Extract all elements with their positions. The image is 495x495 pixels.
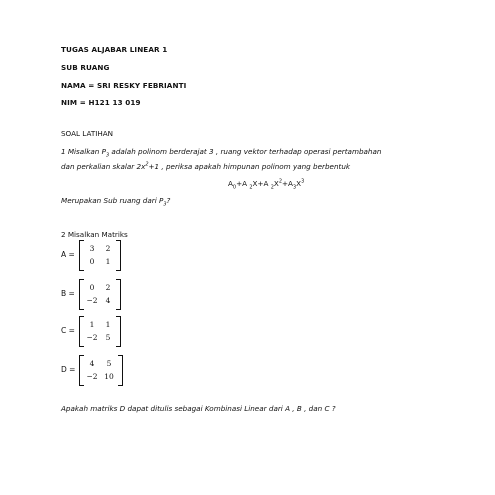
q1-line-2-b: +1 , periksa apakah himpunan polinom yang berbentuk (148, 162, 351, 171)
formula-sub: 2 (270, 184, 274, 191)
q2-intro: 2 Misalkan Matriks (61, 230, 128, 239)
matrix-cell: 1 (105, 320, 111, 329)
matrix-cell: 4 (105, 296, 111, 305)
header-subtitle: SUB RUANG (61, 63, 110, 72)
formula-sup: 3 (301, 178, 305, 185)
q1-line-1-a: 1 Misalkan P (61, 147, 106, 156)
matrix-cell: 0 (89, 257, 95, 266)
formula-part: A (228, 179, 233, 188)
matrix-cell: 4 (89, 359, 95, 368)
matrix-cell: 5 (106, 359, 112, 368)
q1-line-2 (61, 163, 350, 170)
q1-line-3-b: ? (166, 196, 171, 205)
q1-line-2-a: dan perkalian skalar 2x (61, 162, 146, 171)
matrix-cell: 10 (104, 372, 114, 381)
q1-line-1-b: adalah polinom berderajat 3 , ruang vektor terhadap operasi pertambahan (109, 147, 382, 156)
matrix-b-label: B = (61, 289, 75, 298)
header-title: TUGAS ALJABAR LINEAR 1 (61, 45, 168, 54)
matrix-b (79, 279, 121, 310)
matrix-d (79, 355, 123, 386)
q2-question: Apakah matriks D dapat ditulis sebagai Kombinasi Linear dari A , B , dan C ? (61, 404, 336, 413)
matrix-cell: −2 (86, 333, 98, 342)
formula-part: X (273, 179, 279, 188)
matrix-cell: 5 (105, 333, 111, 342)
formula-part: X (296, 179, 302, 188)
matrix-cell: 0 (89, 283, 95, 292)
matrix-cell: 1 (105, 257, 111, 266)
formula-part: +A (282, 179, 293, 188)
header-nim: NIM = H121 13 019 (61, 98, 141, 107)
formula-part: X+A (252, 179, 271, 188)
bracket-right (116, 279, 121, 310)
matrix-c-label: C = (61, 326, 75, 335)
q1-line-3 (61, 196, 171, 208)
matrix-cell: −2 (86, 372, 98, 381)
matrix-cell: 3 (89, 244, 95, 253)
q1-formula (228, 178, 305, 191)
formula-sub: 0 (232, 184, 237, 191)
matrix-cell: 1 (89, 320, 95, 329)
bracket-right (118, 355, 123, 386)
q1-line-3-sub: 3 (163, 201, 167, 208)
matrix-cell: 2 (105, 283, 111, 292)
bracket-right (116, 240, 121, 271)
matrix-c (79, 316, 121, 347)
formula-part: +A (236, 179, 250, 188)
formula-sub: 3 (292, 184, 297, 191)
formula-sub: 2 (249, 184, 253, 191)
q1-line-1-sub: 3 (105, 152, 110, 159)
matrix-d-label: D = (61, 365, 76, 374)
section-title: SOAL LATIHAN (61, 129, 114, 138)
q1-line-3-a: Merupakan Sub ruang dari P (61, 196, 164, 205)
q1-line-2-sup: 2 (145, 161, 149, 168)
matrix-cell: 2 (105, 244, 111, 253)
header-name: NAMA = SRI RESKY FEBRIANTI (61, 81, 187, 90)
bracket-right (116, 316, 121, 347)
formula-sup: 2 (278, 178, 282, 185)
matrix-a-label: A = (61, 250, 75, 259)
matrix-cell: −2 (86, 296, 98, 305)
matrix-a (79, 240, 121, 271)
q1-line-1 (61, 147, 382, 159)
